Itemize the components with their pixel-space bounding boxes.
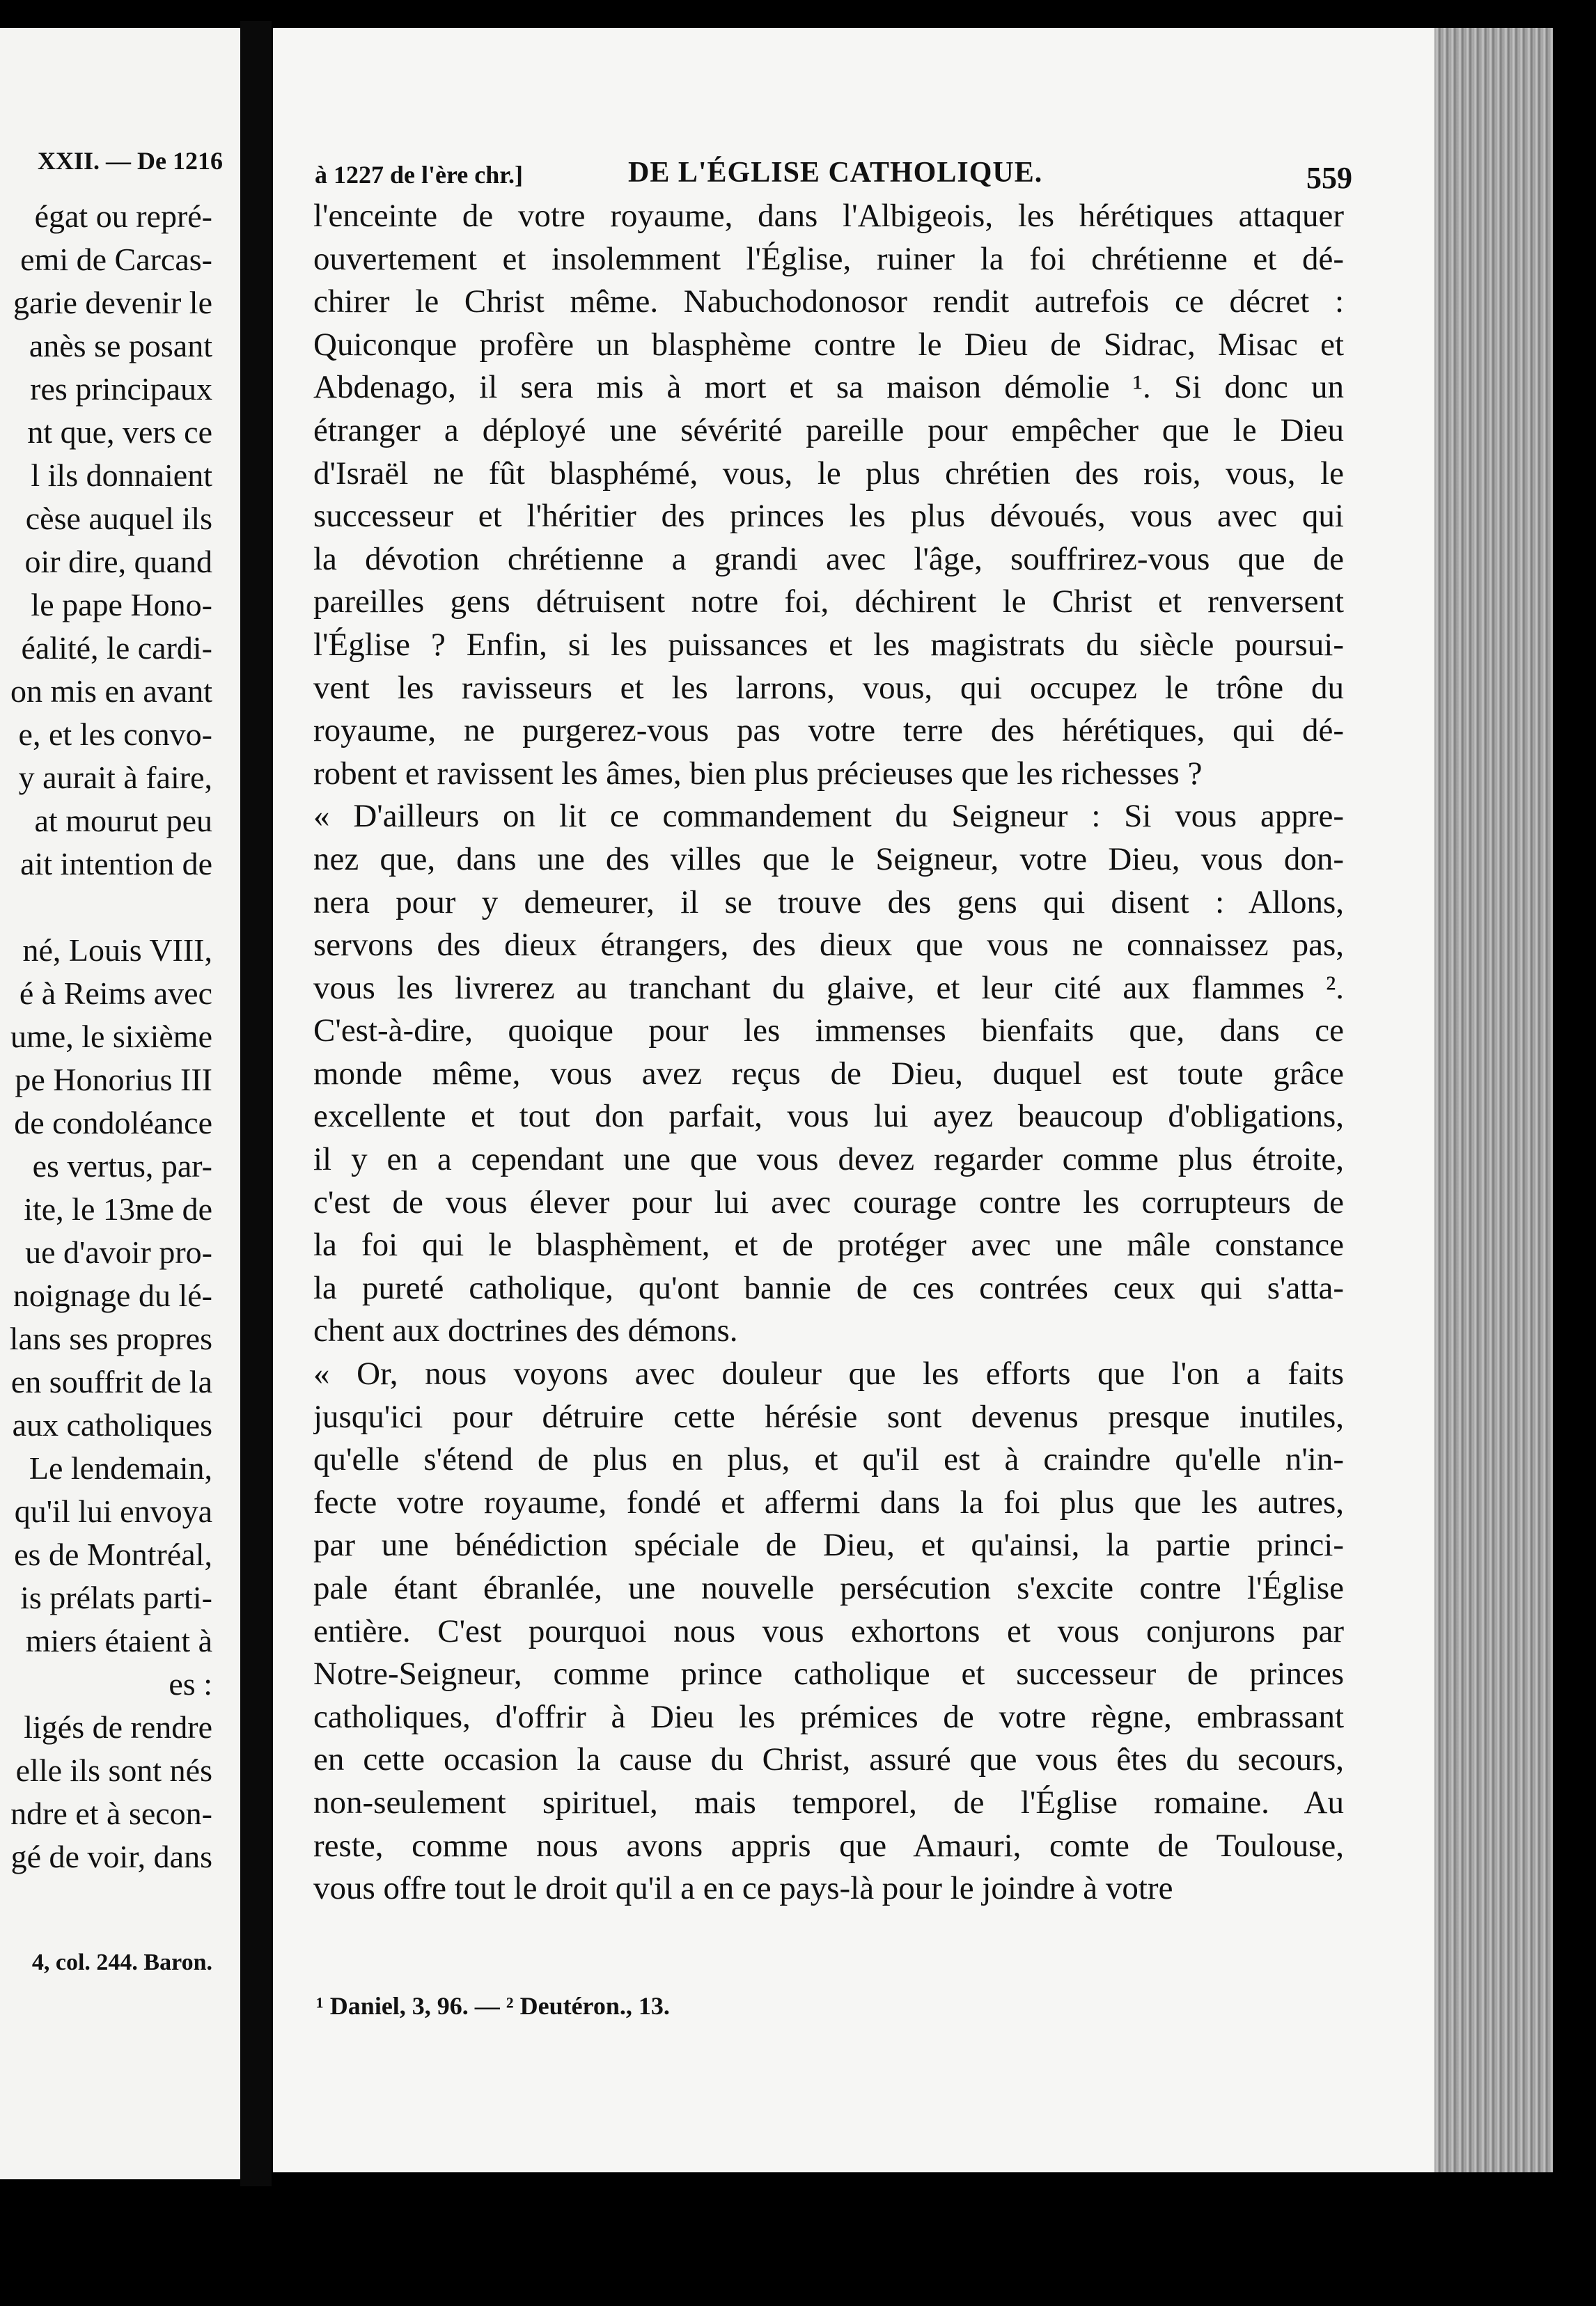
text-line: la dévotion chrétienne a grandi avec l'âge, souffrirez-vous que de: [313, 540, 1344, 577]
left-text-line: es de Montréal,: [14, 1537, 212, 1572]
left-text-line: oir dire, quand: [24, 544, 212, 579]
body-text: [313, 195, 1344, 1911]
left-running-head: XXII. — De 1216: [38, 147, 223, 175]
left-text-line: ndre et à secon-: [10, 1796, 212, 1831]
left-page-fragment: [0, 28, 240, 2179]
text-line: c'est de vous élever pour lui avec courage contre les corrupteurs de: [313, 1184, 1344, 1221]
right-page: [273, 28, 1436, 2172]
left-text-line: ait intention de: [20, 846, 212, 881]
text-line: « D'ailleurs on lit ce commandement du Seigneur : Si vous appre-: [313, 798, 1344, 835]
text-line: d'Israël ne fût blasphémé, vous, le plus chrétien des rois, vous, le: [313, 455, 1344, 492]
left-footnote: 4, col. 244. Baron.: [31, 1950, 212, 1975]
left-text-line: le pape Hono-: [31, 587, 212, 622]
left-text-line: cèse auquel ils: [25, 501, 212, 536]
left-text-line: de condoléance: [14, 1105, 212, 1140]
text-line: l'enceinte de votre royaume, dans l'Albigeois, les hérétiques attaquer: [313, 198, 1344, 234]
text-line: « Or, nous voyons avec douleur que les efforts que l'on a faits: [313, 1356, 1344, 1393]
text-line: chent aux doctrines des démons.: [313, 1312, 738, 1349]
text-line: non-seulement spirituel, mais temporel, de l'Église romaine. Au: [313, 1784, 1344, 1821]
left-text-line: emi de Carcas-: [20, 242, 212, 277]
text-line: fecte votre royaume, fondé et affermi dans la foi plus que les autres,: [313, 1484, 1344, 1521]
left-text-line: ume, le sixième: [10, 1019, 212, 1054]
text-line: vent les ravisseurs et les larrons, vous, qui occupez le trône du: [313, 669, 1344, 706]
text-line: catholiques, d'offrir à Dieu les prémices de votre règne, embrassant: [313, 1698, 1344, 1735]
running-head-title: DE L'ÉGLISE CATHOLIQUE.: [628, 157, 1043, 189]
left-text-line: is prélats parti-: [20, 1580, 212, 1615]
text-line: Quiconque profère un blasphème contre le Dieu de Sidrac, Misac et: [313, 326, 1344, 363]
left-text-line: éalité, le cardi-: [21, 630, 212, 666]
text-line: pareilles gens détruisent notre foi, déchirent le Christ et renversent: [313, 583, 1344, 620]
left-text-line: res principaux: [30, 371, 212, 407]
text-line: entière. C'est pourquoi nous vous exhortons et vous conjurons par: [313, 1613, 1344, 1649]
text-line: Abdenago, il sera mis à mort et sa maison démolie ¹. Si donc un: [313, 369, 1344, 406]
text-line: ouvertement et insolemment l'Église, ruiner la foi chrétienne et dé-: [313, 240, 1344, 277]
text-line: C'est-à-dire, quoique pour les immenses bienfaits que, dans ce: [313, 1012, 1344, 1049]
left-text-line: on mis en avant: [10, 673, 212, 709]
left-text-line: miers étaient à: [25, 1623, 212, 1658]
text-line: par une bénédiction spéciale de Dieu, et qu'ainsi, la partie princi-: [313, 1527, 1344, 1564]
left-text-line: [10, 886, 212, 929]
left-text-line: e, et les convo-: [18, 716, 212, 752]
left-text-line: es :: [169, 1666, 212, 1702]
book-gutter: [240, 21, 272, 2186]
text-line: royaume, ne purgerez-vous pas votre terre des hérétiques, qui dé-: [313, 712, 1344, 749]
running-head-dates: à 1227 de l'ère chr.]: [315, 161, 523, 189]
left-text-line: l ils donnaient: [31, 457, 212, 493]
left-text-line: garie devenir le: [13, 285, 212, 320]
left-text-line: nt que, vers ce: [27, 414, 212, 450]
left-text-line: ite, le 13me de: [24, 1191, 212, 1227]
text-line: la foi qui le blasphèment, et de protéger avec une mâle constance: [313, 1227, 1344, 1264]
running-head: [315, 153, 1352, 195]
left-text-line: at mourut peu: [34, 803, 212, 838]
page-number: 559: [1306, 161, 1352, 195]
left-text-column: [10, 195, 212, 1878]
left-text-line: en souffrit de la: [10, 1364, 212, 1399]
left-text-line: égat ou repré-: [34, 198, 212, 234]
text-line: Notre-Seigneur, comme prince catholique et successeur de princes: [313, 1656, 1344, 1693]
left-text-line: elle ils sont nés: [15, 1752, 212, 1788]
text-line: étranger a déployé une sévérité pareille pour empêcher que le Dieu: [313, 411, 1344, 448]
footnotes: ¹ Daniel, 3, 96. — ² Deutéron., 13.: [316, 1992, 670, 2020]
text-line: nez que, dans une des villes que le Seigneur, votre Dieu, vous don-: [313, 840, 1344, 877]
left-text-line: noignage du lé-: [13, 1278, 212, 1313]
text-line: successeur et l'héritier des princes les plus dévoués, vous avec qui: [313, 498, 1344, 535]
left-text-line: qu'il lui envoya: [14, 1493, 212, 1529]
text-line: nera pour y demeurer, il se trouve des gens qui disent : Allons,: [313, 884, 1344, 920]
text-line: pale étant ébranlée, une nouvelle persécution s'excite contre l'Église: [313, 1570, 1344, 1606]
left-text-line: ue d'avoir pro-: [25, 1234, 212, 1270]
text-line: reste, comme nous avons appris que Amauri, comte de Toulouse,: [313, 1827, 1344, 1864]
text-line: servons des dieux étrangers, des dieux que vous ne connaissez pas,: [313, 927, 1344, 964]
left-text-line: pe Honorius III: [15, 1062, 212, 1097]
left-text-line: anès se posant: [29, 328, 212, 363]
text-line: la pureté catholique, qu'ont bannie de ces contrées ceux qui s'atta-: [313, 1269, 1344, 1306]
left-text-line: Le lendemain,: [29, 1450, 212, 1486]
text-line: vous les livrerez au tranchant du glaive, et leur cité aux flammes ².: [313, 969, 1344, 1006]
left-text-line: aux catholiques: [12, 1407, 212, 1443]
text-line: il y en a cependant une que vous devez regarder comme plus étroite,: [313, 1141, 1344, 1178]
text-line: en cette occasion la cause du Christ, assuré que vous êtes du secours,: [313, 1741, 1344, 1778]
left-text-line: né, Louis VIII,: [22, 932, 212, 968]
left-text-line: y aurait à faire,: [18, 760, 212, 795]
text-line: excellente et tout don parfait, vous lui ayez beaucoup d'obligations,: [313, 1098, 1344, 1135]
text-line: jusqu'ici pour détruire cette hérésie sont devenus presque inutiles,: [313, 1398, 1344, 1435]
left-text-line: es vertus, par-: [32, 1148, 212, 1184]
page-edges: [1434, 28, 1553, 2172]
left-text-line: gé de voir, dans: [10, 1839, 212, 1874]
text-line: qu'elle s'étend de plus en plus, et qu'il est à craindre qu'elle n'in-: [313, 1441, 1344, 1478]
left-text-line: lans ses propres: [9, 1321, 212, 1356]
text-line: monde même, vous avez reçus de Dieu, duquel est toute grâce: [313, 1055, 1344, 1092]
left-text-line: ligés de rendre: [24, 1709, 212, 1745]
text-line: chirer le Christ même. Nabuchodonosor rendit autrefois ce décret :: [313, 283, 1344, 320]
text-line: l'Église ? Enfin, si les puissances et les magistrats du siècle poursui-: [313, 626, 1344, 663]
text-line: vous offre tout le droit qu'il a en ce pays-là pour le joindre à votre: [313, 1870, 1173, 1907]
left-text-line: é à Reims avec: [19, 975, 212, 1011]
text-line: robent et ravissent les âmes, bien plus précieuses que les richesses ?: [313, 755, 1203, 792]
